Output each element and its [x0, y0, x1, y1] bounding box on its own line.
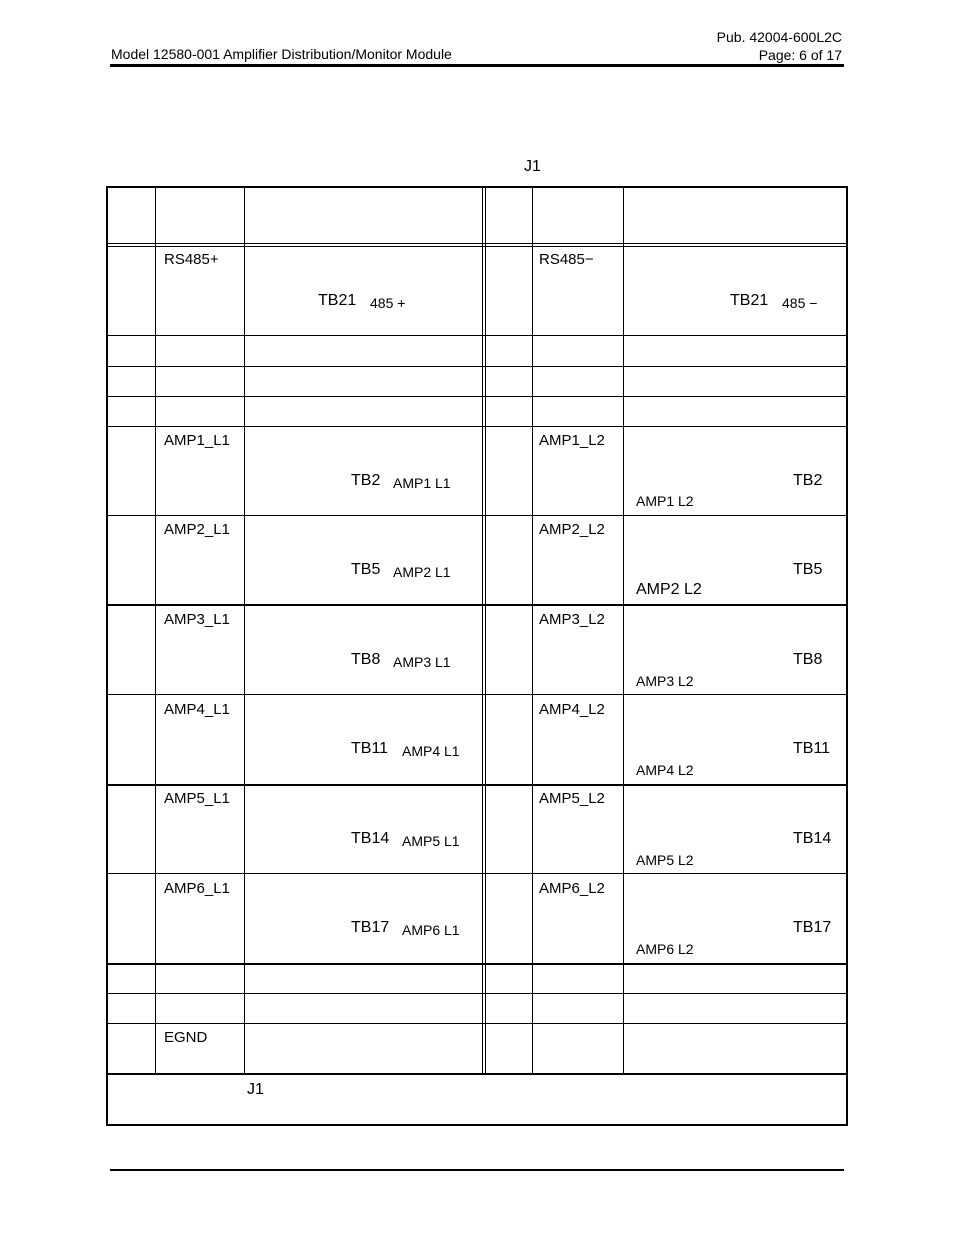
page-number: Page: 6 of 17 [758, 47, 842, 63]
row-divider [108, 335, 846, 336]
row-divider [108, 963, 846, 965]
column-divider [482, 188, 483, 1074]
publication-number: Pub. 42004-600L2C [716, 29, 842, 45]
signal-right: AMP6_L2 [539, 880, 605, 897]
terminal-right: TB14 [793, 830, 832, 847]
column-divider [623, 188, 624, 1074]
header-separator [108, 243, 846, 244]
signal-left: AMP4_L1 [164, 701, 230, 718]
column-divider [485, 188, 486, 1074]
terminal-left: TB21 [318, 292, 357, 309]
row-divider [108, 694, 846, 695]
footer-rule [110, 1169, 844, 1171]
terminal-left: TB11 [351, 740, 389, 757]
terminal-right: TB8 [793, 651, 823, 668]
row-divider [108, 873, 846, 874]
terminal-label-left: AMP2 L1 [393, 564, 451, 580]
signal-right: RS485− [539, 251, 594, 268]
terminal-right: TB21 [730, 292, 769, 309]
signal-right: AMP1_L2 [539, 432, 605, 449]
terminal-right: TB17 [793, 919, 832, 936]
terminal-label-left: AMP6 L1 [402, 922, 460, 938]
signal-left: AMP3_L1 [164, 611, 230, 628]
row-divider [108, 1073, 846, 1075]
terminal-label-right: AMP5 L2 [636, 852, 694, 868]
signal-left: EGND [164, 1029, 208, 1046]
terminal-left: TB8 [351, 651, 381, 668]
table-caption: J1 [524, 158, 541, 175]
row-divider [108, 604, 846, 606]
signal-right: AMP4_L2 [539, 701, 605, 718]
terminal-label-left: AMP4 L1 [402, 743, 460, 759]
header-separator [108, 246, 846, 247]
terminal-label-right: 485 − [782, 295, 818, 311]
row-divider [108, 426, 846, 427]
signal-right: AMP3_L2 [539, 611, 605, 628]
terminal-right: TB2 [793, 472, 823, 489]
terminal-right: TB5 [793, 561, 823, 578]
terminal-label-right: AMP3 L2 [636, 673, 694, 689]
row-divider [108, 993, 846, 994]
terminal-label-right: AMP6 L2 [636, 941, 694, 957]
column-divider [244, 188, 245, 1074]
terminal-label-right: AMP4 L2 [636, 762, 694, 778]
signal-right: AMP2_L2 [539, 521, 605, 538]
terminal-left: TB5 [351, 561, 381, 578]
signal-right: AMP5_L2 [539, 790, 605, 807]
terminal-left: TB2 [351, 472, 381, 489]
signal-left: RS485+ [164, 251, 219, 268]
signal-left: AMP6_L1 [164, 880, 230, 897]
terminal-label-left: AMP1 L1 [393, 475, 451, 491]
terminal-label-right: AMP2 L2 [636, 581, 702, 598]
signal-left: AMP5_L1 [164, 790, 230, 807]
header-rule [110, 64, 844, 67]
terminal-label-left: 485 + [370, 295, 406, 311]
row-divider [108, 515, 846, 516]
row-divider [108, 784, 846, 786]
terminal-label-left: AMP3 L1 [393, 654, 451, 670]
terminal-left: TB17 [351, 919, 390, 936]
signal-left: AMP2_L1 [164, 521, 230, 538]
pinout-table [106, 186, 848, 1126]
terminal-label-right: AMP1 L2 [636, 493, 694, 509]
row-divider [108, 396, 846, 397]
document-title: Model 12580-001 Amplifier Distribution/Monitor Module [111, 46, 452, 62]
table-footnote: J1 [247, 1081, 264, 1098]
row-divider [108, 1023, 846, 1024]
terminal-left: TB14 [351, 830, 390, 847]
signal-left: AMP1_L1 [164, 432, 230, 449]
terminal-label-left: AMP5 L1 [402, 833, 460, 849]
column-divider [155, 188, 156, 1074]
row-divider [108, 366, 846, 367]
header-right [717, 28, 842, 64]
terminal-right: TB11 [793, 740, 831, 757]
column-divider [532, 188, 533, 1074]
